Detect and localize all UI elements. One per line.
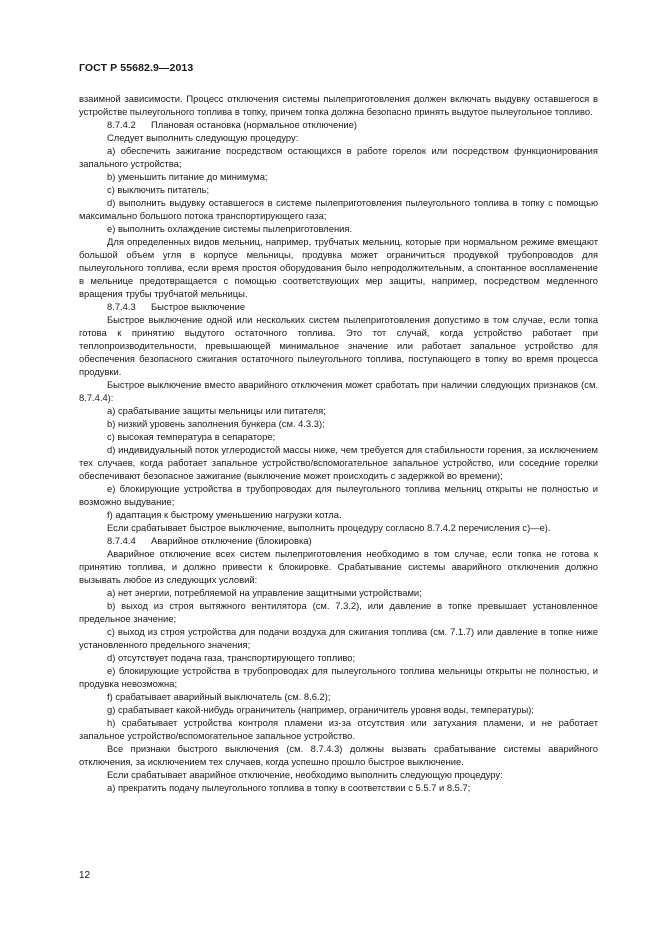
paragraph: взаимной зависимости. Процесс отключения системы пылеприготовления должен включать выдувку оставшегося в устройстве пылеугольного топлива в топку, причем топка должна безопасно принять выдутое пылеугольное топливо. xyxy=(79,93,598,117)
paragraph: a) срабатывание защиты мельницы или питателя; xyxy=(107,405,326,416)
section-number: 8.7.4.3 xyxy=(107,301,136,312)
paragraph: Если срабатывает аварийное отключение, необходимо выполнить следующую процедуру: xyxy=(107,769,503,780)
document-header: ГОСТ Р 55682.9—2013 xyxy=(79,62,194,74)
paragraph: d) отсутствует подача газа, транспортирующего топливо; xyxy=(107,652,356,663)
section-number: 8.7.4.4 xyxy=(107,535,136,546)
paragraph: b) уменьшить питание до минимума; xyxy=(107,171,268,182)
paragraph: e) блокирующие устройства в трубопроводах для пылеугольного топлива мельниц открыты не полностью и возможно выдувание; xyxy=(79,483,598,507)
paragraph: a) обеспечить зажигание посредством остающихся в работе горелок или посредством функционирования запального устройства; xyxy=(79,145,598,169)
paragraph: e) блокирующие устройства в трубопроводах для пылеугольного топлива мельницы открыты не полностью, и продувка невозможна; xyxy=(79,665,598,689)
paragraph: Все признаки быстрого выключения (см. 8.7.4.3) должны вызвать срабатывание системы аварийного отключения, за исключением тех случаев, когда успешно прошло быстрое выключение. xyxy=(79,743,598,767)
section-heading xyxy=(79,118,598,131)
section-number: 8.7.4.2 xyxy=(107,119,136,130)
section-title: Плановая остановка (нормальное отключение) xyxy=(151,119,357,130)
section-title: Аварийное отключение (блокировка) xyxy=(151,535,312,546)
paragraph: Следует выполнить следующую процедуру: xyxy=(107,132,299,143)
paragraph: b) выход из строя вытяжного вентилятора (см. 7.3.2), или давление в топке превышает установленное предельное значение; xyxy=(79,600,598,624)
paragraph: h) срабатывает устройства контроля пламени из-за отсутствия или затухания пламени, и не работает запальное устройство/вспомогательное запальное устройство. xyxy=(79,717,598,741)
section-title: Быстрое выключение xyxy=(151,301,246,312)
paragraph: d) индивидуальный поток углеродистой массы ниже, чем требуется для стабильности горения, за исключением тех случаев, когда работает запальное устройство/вспомогательное запальное устройство, или соседние горелки обеспечивают безопасное зажигание (выключение может происходить с задержкой во времени); xyxy=(79,444,598,481)
paragraph: a) нет энергии, потребляемой на управление защитными устройствами; xyxy=(107,587,422,598)
paragraph: Быстрое выключение одной или нескольких систем пылеприготовления допустимо в том случае, если топка готова к принятию выдутого остаточного топлива. Это тот случай, когда устройство работает при теплопроизводительности, превышающей минимальное значение или работает запальное устройство для обеспечения безопасного сжигания остаточного пылеугольного топлива, поступающего в топку во время процесса продувки. xyxy=(79,314,598,377)
paragraph: f) адаптация к быстрому уменьшению нагрузки котла. xyxy=(107,509,342,520)
paragraph: Аварийное отключение всех систем пылеприготовления необходимо в том случае, если топка не готова к принятию топлива, и должно привести к блокировке. Срабатывание системы аварийного отключения должно вызывать любое из следующих условий: xyxy=(79,548,598,585)
paragraph: c) выключить питатель; xyxy=(107,184,210,195)
page-number: 12 xyxy=(79,870,91,881)
paragraph: b) низкий уровень заполнения бункера (см. 4.3.3); xyxy=(107,418,325,429)
document-body xyxy=(79,92,598,794)
paragraph: f) срабатывает аварийный выключатель (см. 8.6.2); xyxy=(107,691,331,702)
paragraph: Для определенных видов мельниц, например, трубчатых мельниц, которые при нормальном режиме вмещают большой объем угля в корпусе мельницы, продувка может ограничиться продувкой трубопроводов для пылеугольного топлива, если время простоя оборудования было непродолжительным, а спонтанное воспламенение в мельнице предотвращается с помощью соответствующих мер защиты, например, посредством медленного вращения трубы трубчатой мельницы. xyxy=(79,236,598,299)
paragraph: d) выполнить выдувку оставшегося в системе пылеприготовления пылеугольного топлива в топку с помощью максимально большого потока транспортирующего газа; xyxy=(79,197,598,221)
paragraph: c) высокая температура в сепараторе; xyxy=(107,431,276,442)
section-heading xyxy=(79,534,598,547)
paragraph: g) срабатывает какой-нибудь ограничитель (например, ограничитель уровня воды, температуры); xyxy=(107,704,534,715)
paragraph: Если срабатывает быстрое выключение, выполнить процедуру согласно 8.7.4.2 перечисления с)—е). xyxy=(107,522,551,533)
paragraph: Быстрое выключение вместо аварийного отключения может сработать при наличии следующих признаков (см. 8.7.4.4): xyxy=(79,379,598,403)
section-heading xyxy=(79,300,598,313)
paragraph: c) выход из строя устройства для подачи воздуха для сжигания топлива (см. 7.1.7) или давление в топке ниже установленного предельного значения; xyxy=(79,626,598,650)
paragraph: a) прекратить подачу пылеугольного топлива в топку в соответствии с 5.5.7 и 8.5.7; xyxy=(107,782,471,793)
paragraph: e) выполнить охлаждение системы пылеприготовления. xyxy=(107,223,353,234)
